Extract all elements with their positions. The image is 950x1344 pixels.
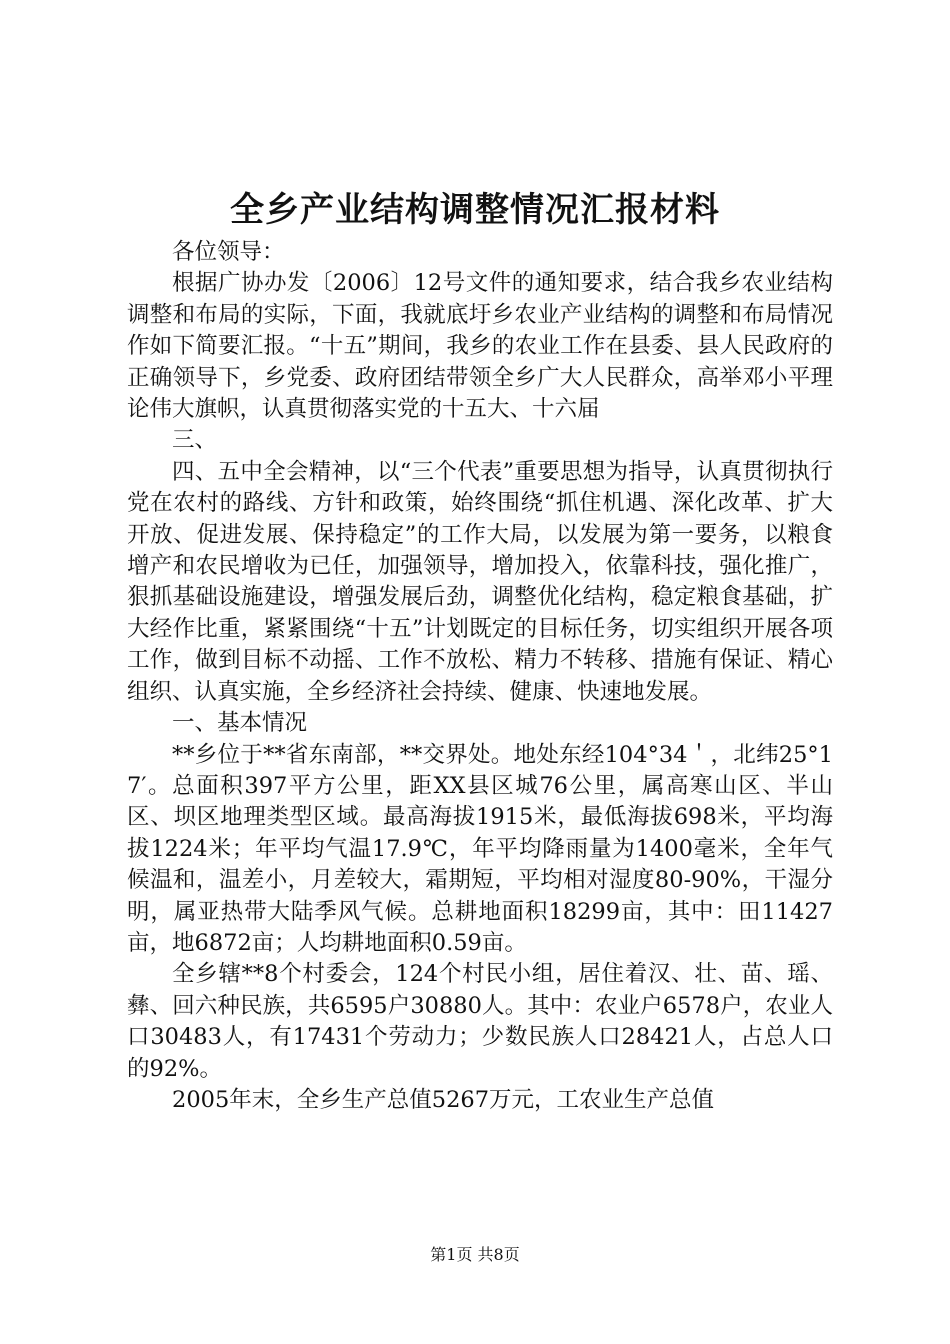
document-body (127, 237, 833, 1116)
section-heading-basic-info: 一、基本情况 (172, 710, 308, 737)
paragraph-fragment: 三、 (172, 427, 218, 454)
paragraph-economy: 2005年末，全乡生产总值5267万元，工农业生产总值 (172, 1086, 715, 1113)
salutation: 各位领导： (172, 239, 285, 265)
paragraph-population: 全乡辖**8个村委会，124个村民小组，居住着汉、壮、苗、瑶、彝、回六种民族，共6595户30880人。其中：农业户6578户，农业人口30483人，有17431个劳动力；少数民族人口28421人，占总人口的92%。 (127, 961, 833, 1082)
document-title: 全乡产业结构调整情况汇报材料 (230, 190, 720, 230)
paragraph-geography: **乡位于**省东南部，**交界处。地处东经104°34＇，北纬25°17′。总面积397平方公里，距XX县区城76公里，属高寒山区、半山区、坝区地理类型区域。最高海拔1915米，最低海拔698米，平均海拔1224米；年平均气温17.9℃，年平均降雨量为1400毫米，全年气候温和，温差小，月差较大，霜期短，平均相对湿度80-90%，干湿分明，属亚热带大陆季风气候。总耕地面积18299亩，其中：田11427亩，地6872亩；人均耕地面积0.59亩。 (127, 741, 833, 956)
paragraph-intro: 根据广协办发〔2006〕12号文件的通知要求，结合我乡农业结构调整和布局的实际，下面，我就底圩乡农业产业结构的调整和布局情况作如下简要汇报。“十五”期间，我乡的农业工作在县委、县人民政府的正确领导下，乡党委、政府团结带领全乡广大人民群众，高举邓小平理论伟大旗帜，认真贯彻落实党的十五大、十六届 (127, 270, 833, 423)
paragraph-guidance: 四、五中全会精神，以“三个代表”重要思想为指导，认真贯彻执行党在农村的路线、方针和政策，始终围绕“抓住机遇、深化改革、扩大开放、促进发展、保持稳定”的工作大局，以发展为第一要务，以粮食增产和农民增收为已任，加强领导，增加投入，依靠科技，强化推广，狠抓基础设施建设，增强发展后劲，调整优化结构，稳定粮食基础，扩大经作比重，紧紧围绕“十五”计划既定的目标任务，切实组织开展各项工作，做到目标不动摇、工作不放松、精力不转移、措施有保证、精心组织、认真实施，全乡经济社会持续、健康、快速地发展。 (127, 458, 833, 705)
page-footer: 第1页 共8页 (430, 1245, 520, 1264)
